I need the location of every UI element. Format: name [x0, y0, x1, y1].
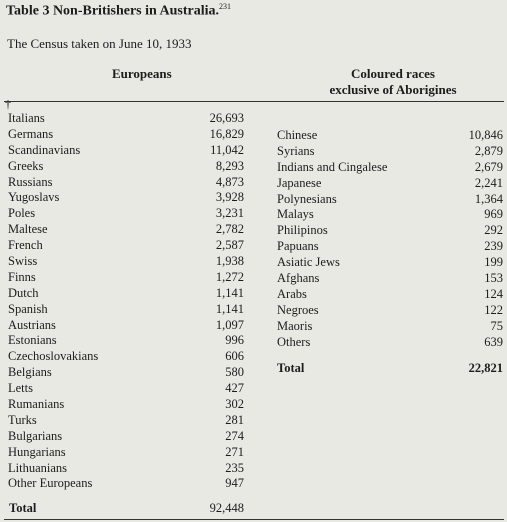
table-row — [8, 349, 244, 365]
row-value: 639 — [484, 334, 503, 349]
row-value: 1,364 — [474, 191, 503, 206]
row-value: 2,241 — [474, 175, 503, 190]
row-label: Yugoslavs — [8, 190, 60, 205]
row-label: Belgians — [8, 365, 52, 380]
row-value: 292 — [484, 223, 503, 238]
table-row — [277, 303, 503, 319]
row-value: 302 — [225, 397, 244, 412]
row-label: Japanese — [277, 175, 322, 190]
row-label: Negroes — [277, 302, 319, 317]
table-row — [8, 365, 244, 381]
row-label: Spanish — [8, 301, 48, 316]
europeans-list — [8, 111, 244, 492]
row-label: Letts — [8, 381, 33, 396]
coloured-races-header — [318, 66, 468, 98]
table-row — [277, 192, 503, 208]
row-label: Greeks — [8, 158, 44, 173]
europeans-header: Europeans — [112, 66, 172, 81]
row-label: Swiss — [8, 254, 38, 269]
table-row — [8, 318, 244, 334]
row-label: Turks — [8, 412, 37, 427]
table-title — [6, 2, 231, 20]
row-value: 239 — [484, 239, 503, 254]
table-row — [8, 286, 244, 302]
row-value: 10,846 — [468, 128, 503, 142]
row-label: Maoris — [277, 318, 313, 333]
row-value: 274 — [225, 428, 244, 443]
row-value: 281 — [225, 412, 244, 427]
row-label: Maltese — [8, 222, 48, 237]
table-row — [8, 302, 244, 318]
table-row — [277, 239, 503, 255]
table-row — [277, 128, 503, 144]
table-row — [8, 333, 244, 349]
row-value: 1,141 — [215, 285, 244, 300]
europeans-total-row — [9, 501, 244, 516]
row-value: 580 — [225, 365, 244, 380]
table-row — [277, 207, 503, 223]
row-label: Russians — [8, 174, 53, 189]
table-row — [8, 175, 244, 191]
row-value: 8,293 — [215, 158, 244, 173]
row-label: Arabs — [277, 286, 307, 301]
table-row — [8, 254, 244, 270]
table-row — [8, 461, 244, 477]
table-row — [277, 335, 503, 351]
top-rule — [4, 101, 504, 102]
row-value: 153 — [484, 271, 503, 286]
table-row — [8, 413, 244, 429]
row-value: 75 — [490, 318, 503, 333]
row-value: 235 — [225, 460, 244, 475]
table-row — [8, 159, 244, 175]
row-value: 427 — [225, 381, 244, 396]
total-label: Total — [277, 361, 305, 375]
row-value: 2,587 — [215, 238, 244, 253]
row-label: Asiatic Jews — [277, 255, 340, 270]
table-row — [277, 160, 503, 176]
table-row — [277, 176, 503, 192]
row-value: 947 — [225, 476, 244, 491]
row-label: Others — [277, 334, 311, 349]
table-row — [8, 190, 244, 206]
table-row — [8, 222, 244, 238]
table-row — [277, 319, 503, 335]
coloured-header-line2: exclusive of Aborigines — [329, 82, 457, 97]
column-marker-icon: † — [5, 97, 11, 111]
row-label: Rumanians — [8, 397, 65, 412]
row-value: 4,873 — [215, 174, 244, 189]
row-label: Scandinavians — [8, 142, 81, 157]
table-row — [8, 429, 244, 445]
row-label: Indians and Cingalese — [277, 159, 388, 174]
row-value: 3,928 — [215, 190, 244, 205]
table-row — [277, 271, 503, 287]
coloured-races-list — [277, 128, 503, 350]
row-label: Malays — [277, 207, 314, 222]
row-value: 996 — [225, 333, 244, 348]
row-value: 199 — [484, 255, 503, 270]
row-label: Czechoslovakians — [8, 349, 99, 364]
table-row — [277, 287, 503, 303]
table-subtitle: The Census taken on June 10, 1933 — [7, 36, 192, 51]
row-label: Polynesians — [277, 191, 337, 206]
row-value: 26,693 — [209, 111, 244, 125]
row-label: Papuans — [277, 239, 319, 254]
row-label: Bulgarians — [8, 428, 63, 443]
coloured-header-line1: Coloured races — [351, 66, 435, 81]
row-label: Poles — [8, 206, 36, 221]
row-value: 3,231 — [215, 206, 244, 221]
table-row — [277, 255, 503, 271]
table-row — [8, 445, 244, 461]
row-value: 11,042 — [210, 142, 244, 157]
row-value: 124 — [484, 286, 503, 301]
table-row — [8, 476, 244, 492]
row-value: 2,879 — [474, 143, 503, 158]
row-label: Chinese — [277, 128, 318, 142]
footnote-ref: 231 — [219, 2, 232, 11]
row-label: Syrians — [277, 143, 315, 158]
table-row — [8, 143, 244, 159]
row-label: Lithuanians — [8, 460, 68, 475]
row-label: Italians — [8, 111, 45, 125]
coloured-total-row — [277, 361, 503, 376]
row-label: Hungarians — [8, 444, 66, 459]
row-label: Finns — [8, 269, 36, 284]
total-value: 22,821 — [468, 361, 503, 375]
total-value: 92,448 — [209, 501, 244, 515]
row-value: 16,829 — [209, 126, 244, 141]
row-value: 1,097 — [215, 317, 244, 332]
row-value: 1,141 — [215, 301, 244, 316]
row-label: Austrians — [8, 317, 56, 332]
row-label: Afghans — [277, 271, 320, 286]
row-value: 969 — [484, 207, 503, 222]
table-row — [8, 397, 244, 413]
table-row — [8, 238, 244, 254]
row-label: Germans — [8, 126, 54, 141]
row-label: Estonians — [8, 333, 57, 348]
table-row — [8, 381, 244, 397]
row-label: Dutch — [8, 285, 39, 300]
table-row — [8, 206, 244, 222]
table-row — [8, 111, 244, 127]
row-value: 1,938 — [215, 254, 244, 269]
table-row — [8, 127, 244, 143]
table-title-text: Table 3 Non-Britishers in Australia. — [6, 3, 220, 19]
row-value: 1,272 — [215, 269, 244, 284]
row-value: 122 — [484, 302, 503, 317]
row-label: French — [8, 238, 43, 253]
table-row — [277, 144, 503, 160]
row-value: 606 — [225, 349, 244, 364]
total-label: Total — [9, 501, 37, 515]
row-value: 271 — [225, 444, 244, 459]
row-label: Other Europeans — [8, 476, 93, 491]
table-row — [277, 223, 503, 239]
row-value: 2,679 — [474, 159, 503, 174]
bottom-rule — [4, 519, 504, 520]
row-label: Philipinos — [277, 223, 328, 238]
table-row — [8, 270, 244, 286]
row-value: 2,782 — [215, 222, 244, 237]
